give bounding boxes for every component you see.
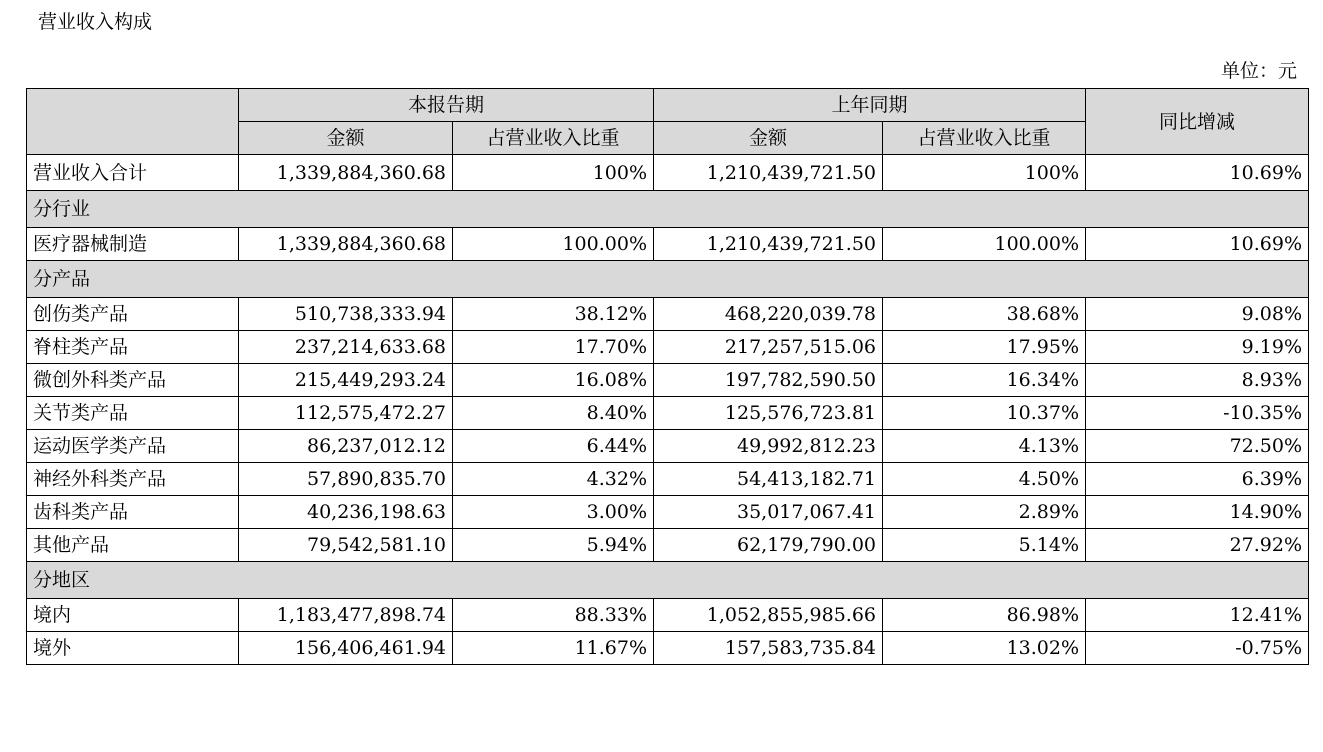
row-label: 脊柱类产品 (27, 331, 239, 364)
table-row (27, 496, 1309, 529)
cell-prior-amount: 49,992,812.23 (654, 430, 883, 463)
cell-current-amount: 215,449,293.24 (239, 364, 453, 397)
header-current-share: 占营业收入比重 (453, 122, 654, 155)
cell-prior-amount: 157,583,735.84 (654, 632, 883, 665)
cell-prior-amount: 217,257,515.06 (654, 331, 883, 364)
cell-prior-share: 38.68% (883, 298, 1086, 331)
cell-yoy: -10.35% (1086, 397, 1309, 430)
section-label: 分行业 (27, 191, 1309, 228)
cell-current-amount: 112,575,472.27 (239, 397, 453, 430)
header-yoy: 同比增减 (1086, 89, 1309, 155)
table-body (27, 89, 1309, 665)
section-label: 分地区 (27, 562, 1309, 599)
cell-current-share: 16.08% (453, 364, 654, 397)
cell-yoy: 8.93% (1086, 364, 1309, 397)
header-prior-amount: 金额 (654, 122, 883, 155)
table-row (27, 632, 1309, 665)
cell-current-share: 5.94% (453, 529, 654, 562)
cell-prior-amount: 54,413,182.71 (654, 463, 883, 496)
table-row (27, 397, 1309, 430)
cell-prior-amount: 35,017,067.41 (654, 496, 883, 529)
cell-current-share: 6.44% (453, 430, 654, 463)
header-prior-share: 占营业收入比重 (883, 122, 1086, 155)
cell-prior-share: 5.14% (883, 529, 1086, 562)
cell-prior-share: 100.00% (883, 228, 1086, 261)
cell-yoy: 10.69% (1086, 228, 1309, 261)
row-label: 医疗器械制造 (27, 228, 239, 261)
cell-prior-amount: 1,210,439,721.50 (654, 228, 883, 261)
row-label: 关节类产品 (27, 397, 239, 430)
header-row-1 (27, 89, 1309, 122)
cell-current-amount: 79,542,581.10 (239, 529, 453, 562)
cell-prior-amount: 125,576,723.81 (654, 397, 883, 430)
cell-current-share: 88.33% (453, 599, 654, 632)
header-prior-period: 上年同期 (654, 89, 1086, 122)
cell-current-share: 17.70% (453, 331, 654, 364)
cell-yoy: 72.50% (1086, 430, 1309, 463)
cell-current-amount: 57,890,835.70 (239, 463, 453, 496)
total-row (27, 155, 1309, 191)
cell-current-share: 38.12% (453, 298, 654, 331)
header-current-amount: 金额 (239, 122, 453, 155)
cell-prior-share: 13.02% (883, 632, 1086, 665)
cell-yoy: 14.90% (1086, 496, 1309, 529)
row-label: 神经外科类产品 (27, 463, 239, 496)
cell-current-amount: 156,406,461.94 (239, 632, 453, 665)
row-label: 境外 (27, 632, 239, 665)
cell-current-share: 8.40% (453, 397, 654, 430)
table-row (27, 529, 1309, 562)
table-row (27, 463, 1309, 496)
cell-current-amount: 510,738,333.94 (239, 298, 453, 331)
cell-current-share: 100.00% (453, 228, 654, 261)
cell-prior-share: 10.37% (883, 397, 1086, 430)
header-corner-cell (27, 89, 239, 155)
cell-prior-amount: 62,179,790.00 (654, 529, 883, 562)
cell-current-amount: 237,214,633.68 (239, 331, 453, 364)
cell-yoy: 9.08% (1086, 298, 1309, 331)
cell-current-amount: 1,339,884,360.68 (239, 228, 453, 261)
table-row (27, 430, 1309, 463)
cell-yoy: 9.19% (1086, 331, 1309, 364)
cell-current-amount: 40,236,198.63 (239, 496, 453, 529)
table-row (27, 228, 1309, 261)
cell-prior-amount: 197,782,590.50 (654, 364, 883, 397)
section-row (27, 191, 1309, 228)
cell-prior-share: 16.34% (883, 364, 1086, 397)
cell-yoy: 6.39% (1086, 463, 1309, 496)
section-label: 分产品 (27, 261, 1309, 298)
table-row (27, 331, 1309, 364)
total-yoy: 10.69% (1086, 155, 1309, 191)
cell-current-amount: 1,183,477,898.74 (239, 599, 453, 632)
row-label: 创伤类产品 (27, 298, 239, 331)
table-row (27, 298, 1309, 331)
cell-prior-share: 2.89% (883, 496, 1086, 529)
revenue-table (26, 88, 1309, 665)
total-current-share: 100% (453, 155, 654, 191)
row-label: 其他产品 (27, 529, 239, 562)
header-current-period: 本报告期 (239, 89, 654, 122)
total-prior-amount: 1,210,439,721.50 (654, 155, 883, 191)
cell-yoy: -0.75% (1086, 632, 1309, 665)
cell-yoy: 12.41% (1086, 599, 1309, 632)
cell-prior-amount: 468,220,039.78 (654, 298, 883, 331)
cell-prior-share: 4.13% (883, 430, 1086, 463)
total-current-amount: 1,339,884,360.68 (239, 155, 453, 191)
table-row (27, 599, 1309, 632)
cell-current-share: 11.67% (453, 632, 654, 665)
row-label: 微创外科类产品 (27, 364, 239, 397)
cell-prior-amount: 1,052,855,985.66 (654, 599, 883, 632)
row-label: 齿科类产品 (27, 496, 239, 529)
row-label: 境内 (27, 599, 239, 632)
section-title: 营业收入构成 (38, 11, 153, 33)
section-row (27, 562, 1309, 599)
cell-prior-share: 4.50% (883, 463, 1086, 496)
total-label: 营业收入合计 (27, 155, 239, 191)
unit-label: 单位：元 (1220, 60, 1297, 82)
row-label: 运动医学类产品 (27, 430, 239, 463)
section-row (27, 261, 1309, 298)
table-row (27, 364, 1309, 397)
cell-prior-share: 86.98% (883, 599, 1086, 632)
cell-current-share: 4.32% (453, 463, 654, 496)
cell-current-amount: 86,237,012.12 (239, 430, 453, 463)
cell-current-share: 3.00% (453, 496, 654, 529)
cell-yoy: 27.92% (1086, 529, 1309, 562)
cell-prior-share: 17.95% (883, 331, 1086, 364)
total-prior-share: 100% (883, 155, 1086, 191)
